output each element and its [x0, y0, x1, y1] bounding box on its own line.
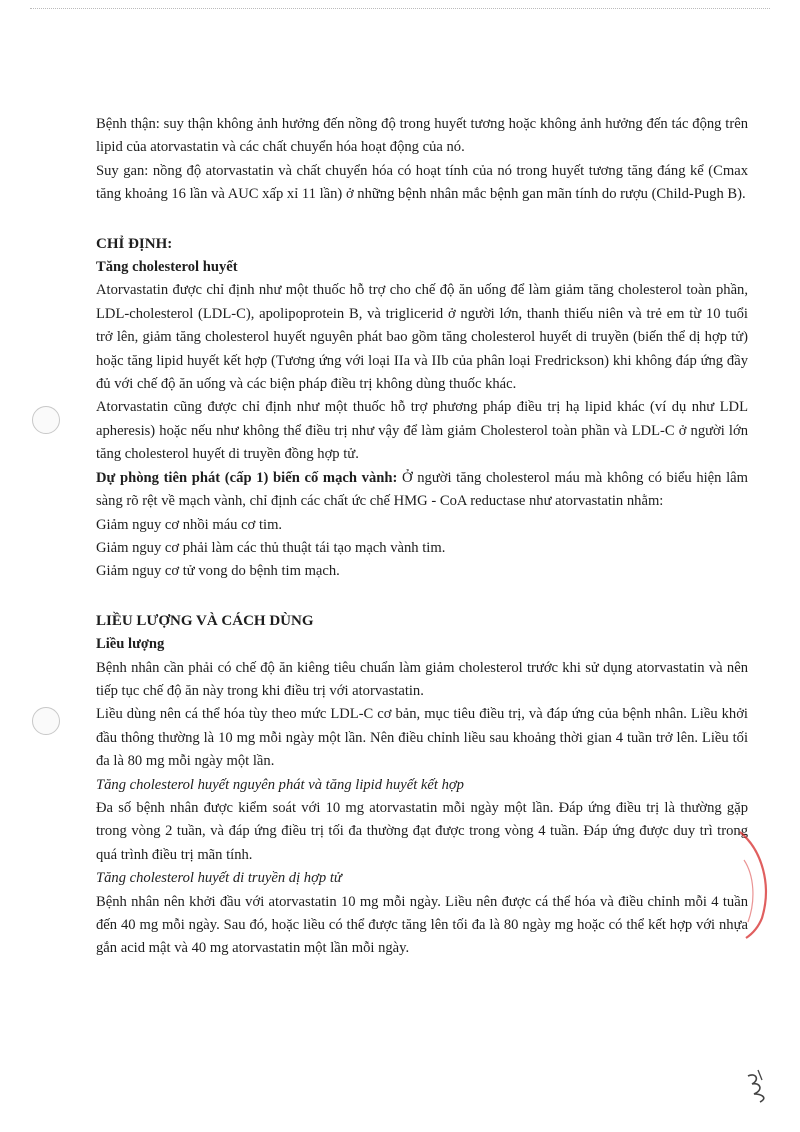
red-stamp-mark — [732, 830, 772, 940]
indication-item: Giảm nguy cơ phải làm các thủ thuật tái tạo mạch vành tim. — [96, 539, 446, 556]
indications-paragraph-1: Atorvastatin được chỉ định như một thuốc hỗ trợ cho chế độ ăn uống để làm giảm tăng cholesterol toàn phần, LDL-cholesterol (LDL-C), apolipoprotein B, và triglicerid ở người lớn, thanh thiếu niên và trẻ em từ 10 tuổi trở lên, giảm tăng cholesterol huyết nguyên phát bao gồm tăng cholesterol huyết di truyền (biến thể dị hợp tử) hoặc tăng lipid huyết kết hợp (Tương ứng với loại IIa và IIb của phân loại Fredrickson) khi không đáp ứng đầy đủ với chế độ ăn uống và các biện pháp điều trị không dùng thuốc khác. — [96, 282, 748, 393]
indication-item: Giảm nguy cơ nhồi máu cơ tim. — [96, 516, 283, 533]
dosage-subheading: Liều lượng — [96, 636, 165, 653]
punch-hole-mark — [32, 406, 60, 434]
punch-hole-mark — [32, 707, 60, 735]
liver-paragraph: Suy gan: nồng độ atorvastatin và chất chuyển hóa có hoạt tính của nó trong huyết tương tăng đáng kể (Cmax tăng khoảng 16 lần và AUC xấp xỉ 11 lần) ở những bệnh nhân mắc bệnh gan mãn tính do rượu (Child-Pugh B). — [96, 162, 748, 203]
prevention-text: Ở người tăng cholesterol máu mà không có biểu hiện lâm sàng rõ rệt về mạch vành, chỉ định các chất ức chế HMG - CoA reductase như atorvastatin nhằm: — [96, 469, 749, 510]
indication-item: Giảm nguy cơ tử vong do bệnh tim mạch. — [96, 563, 340, 580]
prevention-paragraph — [96, 467, 748, 514]
top-edge-rule — [30, 8, 770, 9]
dosage-paragraph-2: Liều dùng nên cá thể hóa tùy theo mức LDL-C cơ bản, mục tiêu điều trị, và đáp ứng của bệnh nhân. Liều khởi đầu thông thường là 10 mg mỗi ngày một lần. Nên điều chỉnh liều sau khoảng thời gian 4 tuần trở lên. Liều tối đa là 80 mg mỗi ngày một lần. — [96, 706, 748, 770]
dosage-paragraph-1: Bệnh nhân cần phải có chế độ ăn kiêng tiêu chuẩn làm giảm cholesterol trước khi sử dụng atorvastatin và nên tiếp tục chế độ ăn này trong khi điều trị với atorvastatin. — [96, 659, 748, 699]
dosage-heading: LIỀU LƯỢNG VÀ CÁCH DÙNG — [96, 612, 314, 629]
heterozygous-text: Bệnh nhân nên khởi đầu với atorvastatin 10 mg mỗi ngày. Liều nên được cá thể hóa và điều chỉnh mỗi 4 tuần đến 40 mg mỗi ngày. Sau đó, hoặc liều có thể được tăng lên tối đa là 80 ngày mg hoặc có thể kết hợp với nhựa gắn acid mật và 40 mg atorvastatin một lần mỗi ngày. — [96, 893, 748, 957]
primary-hypercholesterolemia-text: Đa số bệnh nhân được kiểm soát với 10 mg atorvastatin mỗi ngày một lần. Đáp ứng điều trị là thường gặp trong vòng 2 tuần, và đáp ứng điều trị tối đa thường đạt được trong vòng 4 tuần. Đáp ứng được duy trì trong quá trình điều trị mãn tính. — [96, 799, 748, 863]
indications-heading: CHỈ ĐỊNH: — [96, 235, 173, 252]
kidney-paragraph: Bệnh thận: suy thận không ảnh hưởng đến nồng độ trong huyết tương hoặc không ảnh hưởng đến tác động trên lipid của atorvastatin và các chất chuyển hóa hoạt động của nó. — [96, 116, 748, 156]
indications-subheading: Tăng cholesterol huyết — [96, 259, 238, 276]
signature-mark — [742, 1066, 776, 1106]
heterozygous-heading: Tăng cholesterol huyết di truyền dị hợp tử — [96, 870, 342, 887]
prevention-label: Dự phòng tiên phát (cấp 1) biến cố mạch vành: — [96, 469, 398, 486]
primary-hypercholesterolemia-heading: Tăng cholesterol huyết nguyên phát và tăng lipid huyết kết hợp — [96, 776, 464, 793]
indications-paragraph-2: Atorvastatin cũng được chỉ định như một thuốc hỗ trợ phương pháp điều trị hạ lipid khác (ví dụ như LDL apheresis) hoặc nếu như không thể điều trị như vậy để làm giảm Cholesterol toàn phần và LDL-C ở người lớn tăng cholesterol huyết di truyền đồng hợp tử. — [96, 399, 748, 463]
document-body — [96, 113, 748, 961]
